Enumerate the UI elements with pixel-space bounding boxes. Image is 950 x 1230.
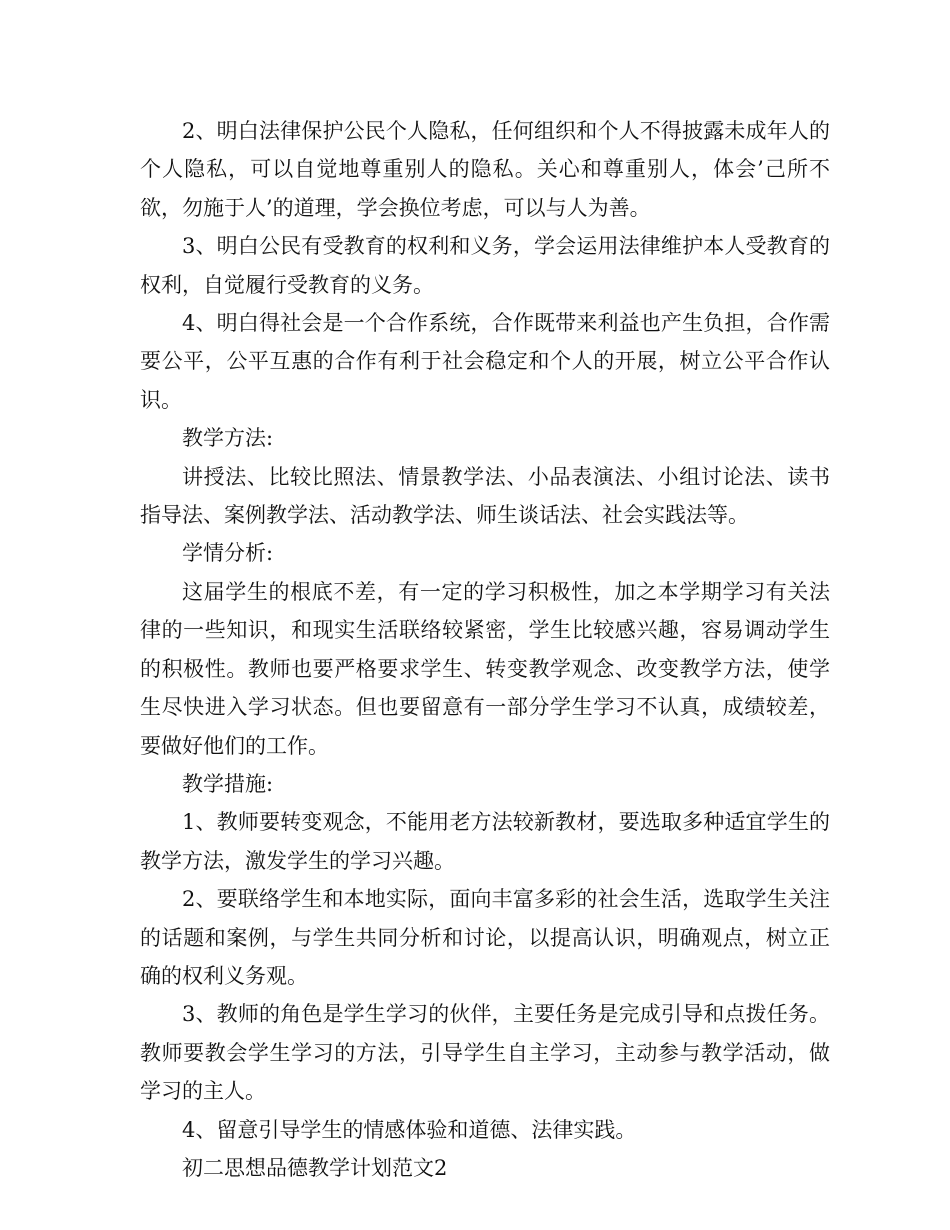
paragraph-cooperation: 4、明白得社会是一个合作系统，合作既带来利益也产生负担，合作需要公平，公平互惠的合作有利于社会稳定和个人的开展，树立公平合作认识。: [140, 311, 830, 412]
paragraph-student-analysis: 这届学生的根底不差，有一定的学习积极性，加之本学期学习有关法律的一些知识，和现实生活联络较紧密，学生比较感兴趣，容易调动学生的积极性。教师也要严格要求学生、转变教学观念、改变教学方法，使学生尽快进入学习状态。但也要留意有一部分学生学习不认真，成绩较差，要做好他们的工作。: [140, 579, 830, 758]
paragraph-methods-list: 讲授法、比较比照法、情景教学法、小品表演法、小组讨论法、读书指导法、案例教学法、活动教学法、师生谈话法、社会实践法等。: [140, 464, 830, 528]
document-page: [140, 112, 830, 1187]
paragraph-measure-3: 3、教师的角色是学生学习的伙伴，主要任务是完成引导和点拨任务。教师要教会学生学习的方法，引导学生自主学习，主动参与教学活动，做学习的主人。: [140, 1002, 830, 1104]
paragraph-measure-4: 4、留意引导学生的情感体验和道德、法律实践。: [182, 1117, 637, 1142]
paragraph-measure-1: 1、教师要转变观念，不能用老方法较新教材，要选取多种适宜学生的教学方法，激发学生的学习兴趣。: [140, 810, 830, 873]
heading-teaching-methods: 教学方法:: [182, 426, 274, 451]
paragraph-measure-2: 2、要联络学生和本地实际，面向丰富多彩的社会生活，选取学生关注的话题和案例，与学生共同分析和讨论，以提高认识，明确观点，树立正确的权利义务观。: [140, 887, 830, 988]
heading-teaching-measures: 教学措施:: [182, 771, 274, 796]
paragraph-education-rights: 3、明白公民有受教育的权利和义务，学会运用法律维护本人受教育的权利，自觉履行受教育的义务。: [140, 234, 830, 297]
paragraph-privacy: 2、明白法律保护公民个人隐私，任何组织和个人不得披露未成年人的个人隐私，可以自觉地尊重别人的隐私。关心和尊重别人，体会’己所不欲，勿施于人’的道理，学会换位考虑，可以与人为善。: [140, 119, 830, 220]
heading-student-analysis: 学情分析:: [182, 541, 274, 566]
heading-next-section: 初二思想品德教学计划范文2: [182, 1155, 448, 1180]
